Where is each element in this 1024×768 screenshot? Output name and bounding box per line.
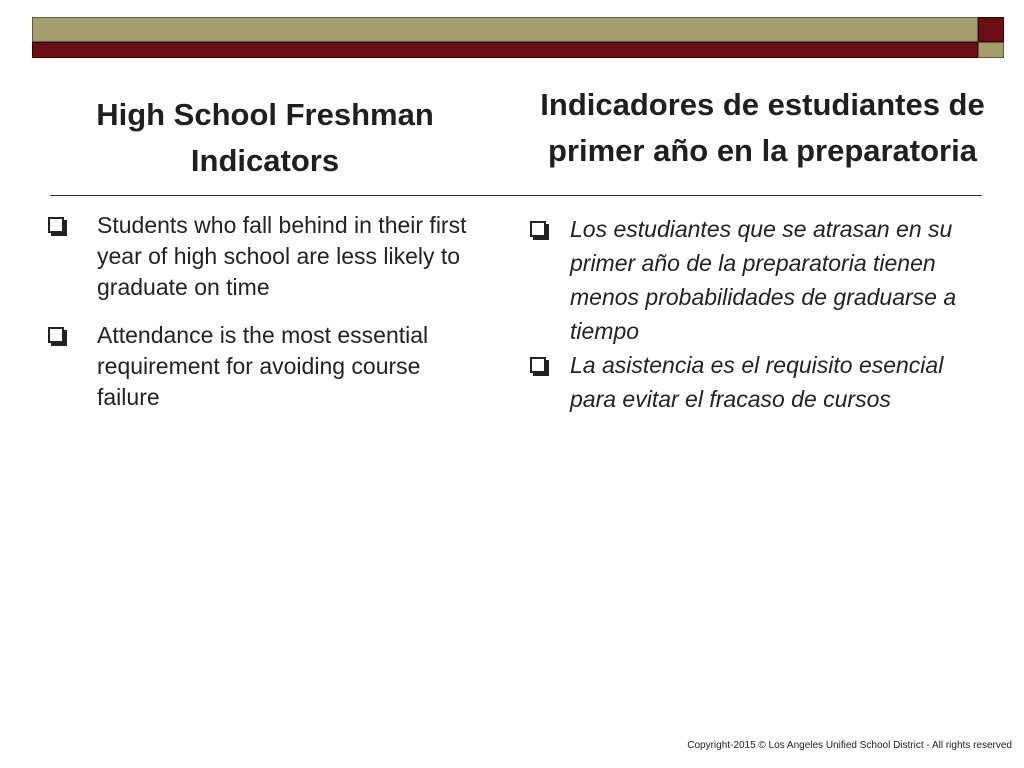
list-item-text: Los estudiantes que se atrasan en su primer año de la preparatoria tienen menos probabilidades de graduarse a tiempo [570,216,957,344]
header-bar-maroon [32,42,978,58]
checkbox-bullet-icon [48,217,64,233]
spanish-heading: Indicadores de estudiantes de primer año en la preparatoria [540,87,985,168]
list-item-text: Students who fall behind in their first year of high school are less likely to graduate on time [97,212,467,300]
list-item-text: Attendance is the most essential requirement for avoiding course failure [97,322,429,410]
english-heading: High School Freshman Indicators [96,97,434,178]
list-item-text: La asistencia es el requisito esencial para evitar el fracaso de cursos [570,352,944,412]
checkbox-bullet-icon [530,357,546,373]
checkbox-bullet-icon [530,221,546,237]
heading-divider [50,195,982,196]
header-square-maroon [978,17,1004,42]
english-bullet-list [48,210,488,430]
list-item [48,320,488,413]
list-item [530,212,980,348]
checkbox-bullet-icon [48,327,64,343]
list-item [48,210,488,303]
header-bar-olive [32,17,978,42]
list-item [530,348,980,416]
spanish-bullet-list [530,212,980,416]
copyright-footer: Copyright-2015 © Los Angeles Unified School District - All rights reserved [687,740,1012,751]
header-square-olive [978,42,1004,58]
